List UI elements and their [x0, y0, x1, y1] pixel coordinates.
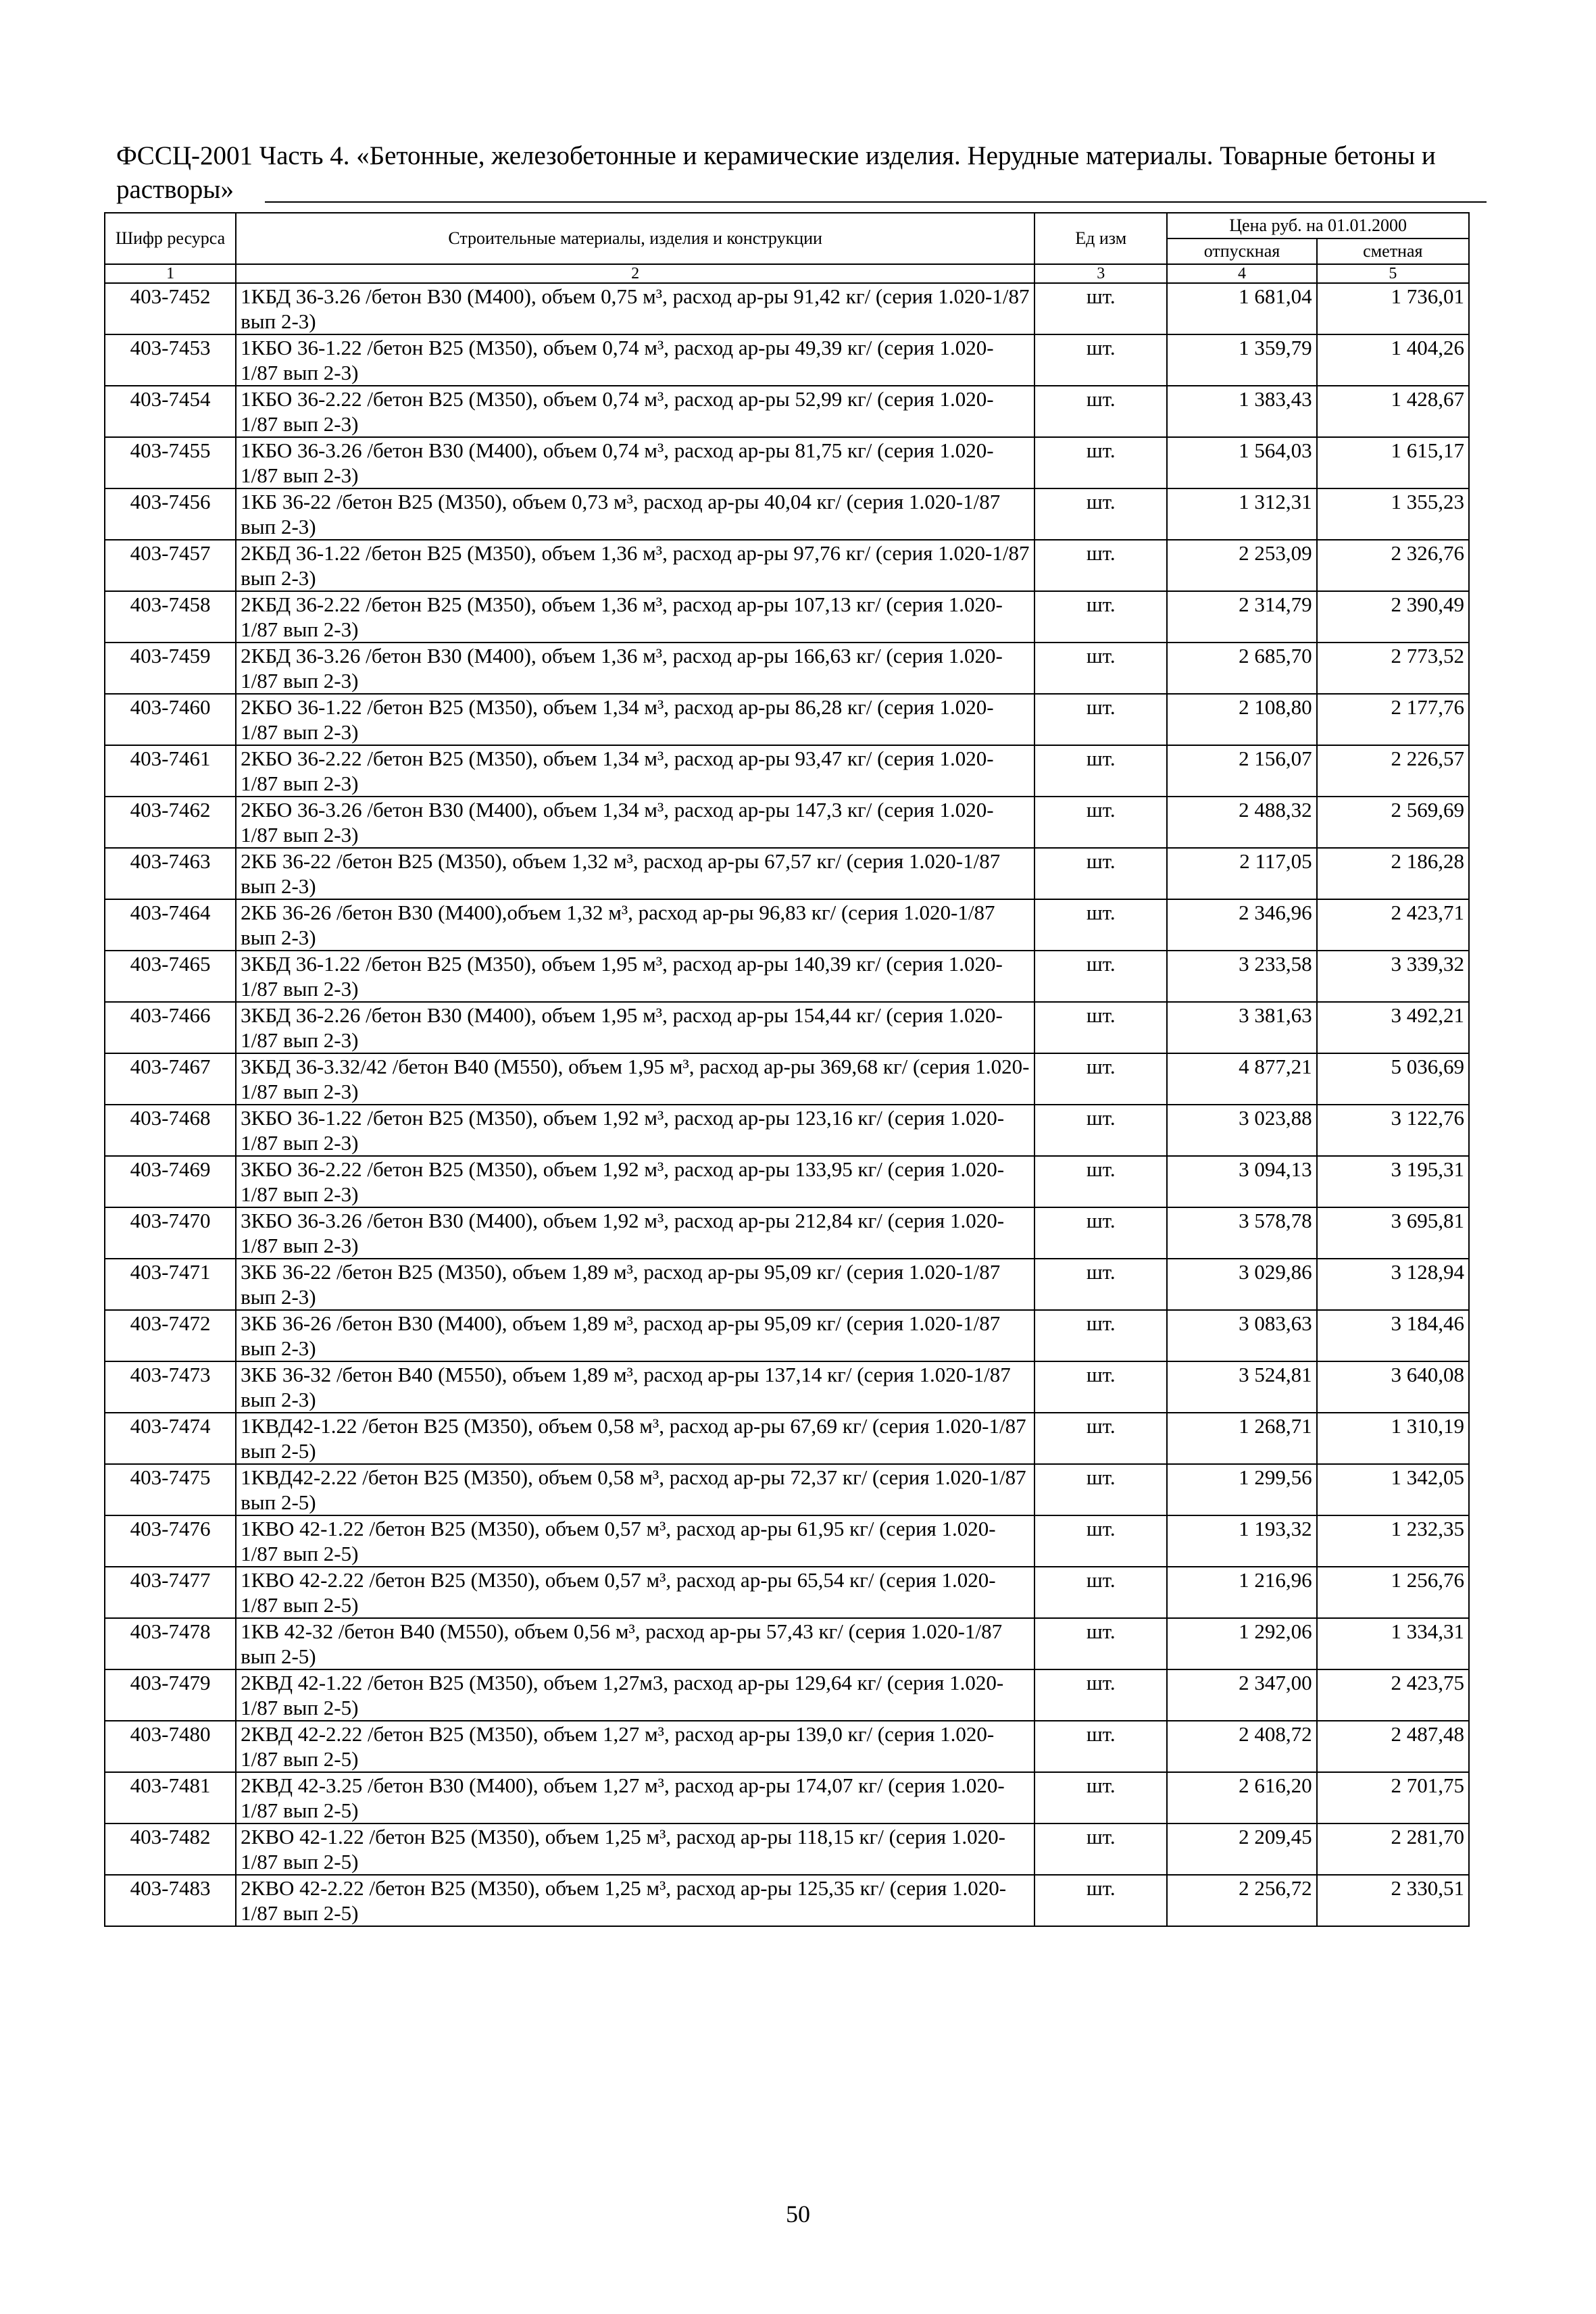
unit-cell: шт. — [1034, 1259, 1167, 1310]
estimate-price-cell: 3 184,46 — [1317, 1310, 1469, 1361]
material-name-cell: 3КБД 36-3.32/42 /бетон В40 (М550), объем 1,95 м³, расход ар-ры 369,68 кг/ (серия 1.020-1/87 вып 2-3) — [236, 1053, 1034, 1105]
table-row — [105, 1361, 1469, 1413]
unit-cell: шт. — [1034, 488, 1167, 540]
unit-cell: шт. — [1034, 848, 1167, 899]
resource-code-cell: 403-7469 — [105, 1156, 236, 1207]
material-name-cell: 1КВД42-2.22 /бетон В25 (М350), объем 0,58 м³, расход ар-ры 72,37 кг/ (серия 1.020-1/87 вып 2-5) — [236, 1464, 1034, 1515]
material-name-cell: 3КБ 36-32 /бетон В40 (М550), объем 1,89 м³, расход ар-ры 137,14 кг/ (серия 1.020-1/87 вып 2-3) — [236, 1361, 1034, 1413]
material-name-cell: 3КБ 36-22 /бетон В25 (М350), объем 1,89 м³, расход ар-ры 95,09 кг/ (серия 1.020-1/87 вып 2-3) — [236, 1259, 1034, 1310]
release-price-cell: 2 685,70 — [1167, 643, 1316, 694]
unit-cell: шт. — [1034, 591, 1167, 643]
release-price-cell: 3 023,88 — [1167, 1105, 1316, 1156]
material-name-cell: 1КВ 42-32 /бетон В40 (М550), объем 0,56 м³, расход ар-ры 57,43 кг/ (серия 1.020-1/87 вып 2-5) — [236, 1618, 1034, 1669]
page-number: 50 — [786, 2200, 810, 2228]
table-row — [105, 1669, 1469, 1721]
release-price-cell: 1 193,32 — [1167, 1515, 1316, 1567]
table-row — [105, 643, 1469, 694]
estimate-price-cell: 1 615,17 — [1317, 437, 1469, 488]
table-row — [105, 951, 1469, 1002]
unit-cell: шт. — [1034, 951, 1167, 1002]
unit-cell: шт. — [1034, 1875, 1167, 1926]
table-row — [105, 283, 1469, 334]
material-name-cell: 1КБО 36-3.26 /бетон В30 (М400), объем 0,74 м³, расход ар-ры 81,75 кг/ (серия 1.020-1/87 вып 2-3) — [236, 437, 1034, 488]
material-name-cell: 1КБ 36-22 /бетон В25 (М350), объем 0,73 м³, расход ар-ры 40,04 кг/ (серия 1.020-1/87 вып 2-3) — [236, 488, 1034, 540]
estimate-price-cell: 1 736,01 — [1317, 283, 1469, 334]
material-name-cell: 2КБД 36-1.22 /бетон В25 (М350), объем 1,36 м³, расход ар-ры 97,76 кг/ (серия 1.020-1/87 вып 2-3) — [236, 540, 1034, 591]
release-price-cell: 2 346,96 — [1167, 899, 1316, 951]
resource-code-cell: 403-7464 — [105, 899, 236, 951]
release-price-cell: 2 616,20 — [1167, 1772, 1316, 1823]
unit-cell: шт. — [1034, 1361, 1167, 1413]
release-price-cell: 1 359,79 — [1167, 334, 1316, 386]
resource-code-cell: 403-7483 — [105, 1875, 236, 1926]
resource-code-cell: 403-7475 — [105, 1464, 236, 1515]
table-body — [105, 283, 1469, 1926]
estimate-price-cell: 2 701,75 — [1317, 1772, 1469, 1823]
unit-cell: шт. — [1034, 386, 1167, 437]
unit-cell: шт. — [1034, 1002, 1167, 1053]
release-price-cell: 3 029,86 — [1167, 1259, 1316, 1310]
unit-cell: шт. — [1034, 437, 1167, 488]
material-name-cell: 1КВО 42-1.22 /бетон В25 (М350), объем 0,57 м³, расход ар-ры 61,95 кг/ (серия 1.020-1/87 вып 2-5) — [236, 1515, 1034, 1567]
release-price-cell: 2 256,72 — [1167, 1875, 1316, 1926]
resource-code-cell: 403-7474 — [105, 1413, 236, 1464]
estimate-price-cell: 2 569,69 — [1317, 797, 1469, 848]
release-price-cell: 3 381,63 — [1167, 1002, 1316, 1053]
release-price-cell: 4 877,21 — [1167, 1053, 1316, 1105]
material-name-cell: 2КВД 42-3.25 /бетон В30 (М400), объем 1,27 м³, расход ар-ры 174,07 кг/ (серия 1.020-1/87 вып 2-5) — [236, 1772, 1034, 1823]
table-row — [105, 1105, 1469, 1156]
resource-code-cell: 403-7477 — [105, 1567, 236, 1618]
estimate-price-cell: 1 342,05 — [1317, 1464, 1469, 1515]
table-row — [105, 386, 1469, 437]
release-price-cell: 1 216,96 — [1167, 1567, 1316, 1618]
release-price-cell: 2 347,00 — [1167, 1669, 1316, 1721]
material-name-cell: 3КБО 36-1.22 /бетон В25 (М350), объем 1,92 м³, расход ар-ры 123,16 кг/ (серия 1.020-1/87 вып 2-3) — [236, 1105, 1034, 1156]
material-name-cell: 1КВО 42-2.22 /бетон В25 (М350), объем 0,57 м³, расход ар-ры 65,54 кг/ (серия 1.020-1/87 вып 2-5) — [236, 1567, 1034, 1618]
table-row — [105, 1207, 1469, 1259]
unit-cell: шт. — [1034, 694, 1167, 745]
release-price-cell: 2 408,72 — [1167, 1721, 1316, 1772]
resource-code-cell: 403-7472 — [105, 1310, 236, 1361]
release-price-cell: 3 233,58 — [1167, 951, 1316, 1002]
table-row — [105, 1464, 1469, 1515]
unit-cell: шт. — [1034, 540, 1167, 591]
estimate-price-cell: 1 334,31 — [1317, 1618, 1469, 1669]
column-number: 3 — [1034, 264, 1167, 283]
release-price-cell: 3 524,81 — [1167, 1361, 1316, 1413]
column-header-name: Строительные материалы, изделия и конструкции — [236, 213, 1034, 264]
table-row — [105, 745, 1469, 797]
release-price-cell: 2 314,79 — [1167, 591, 1316, 643]
release-price-cell: 2 108,80 — [1167, 694, 1316, 745]
estimate-price-cell: 1 232,35 — [1317, 1515, 1469, 1567]
estimate-price-cell: 2 423,71 — [1317, 899, 1469, 951]
material-name-cell: 1КВД42-1.22 /бетон В25 (М350), объем 0,58 м³, расход ар-ры 67,69 кг/ (серия 1.020-1/87 вып 2-5) — [236, 1413, 1034, 1464]
estimate-price-cell: 3 695,81 — [1317, 1207, 1469, 1259]
estimate-price-cell: 2 326,76 — [1317, 540, 1469, 591]
table-row — [105, 591, 1469, 643]
material-name-cell: 2КВД 42-2.22 /бетон В25 (М350), объем 1,27 м³, расход ар-ры 139,0 кг/ (серия 1.020-1/87 вып 2-5) — [236, 1721, 1034, 1772]
release-price-cell: 1 268,71 — [1167, 1413, 1316, 1464]
estimate-price-cell: 3 195,31 — [1317, 1156, 1469, 1207]
resource-code-cell: 403-7460 — [105, 694, 236, 745]
resource-code-cell: 403-7456 — [105, 488, 236, 540]
price-table — [104, 212, 1470, 1927]
column-header-price-group: Цена руб. на 01.01.2000 — [1167, 213, 1469, 238]
resource-code-cell: 403-7473 — [105, 1361, 236, 1413]
unit-cell: шт. — [1034, 1310, 1167, 1361]
resource-code-cell: 403-7458 — [105, 591, 236, 643]
release-price-cell: 1 383,43 — [1167, 386, 1316, 437]
unit-cell: шт. — [1034, 797, 1167, 848]
unit-cell: шт. — [1034, 1618, 1167, 1669]
estimate-price-cell: 1 355,23 — [1317, 488, 1469, 540]
material-name-cell: 1КБО 36-1.22 /бетон В25 (М350), объем 0,74 м³, расход ар-ры 49,39 кг/ (серия 1.020-1/87 вып 2-3) — [236, 334, 1034, 386]
material-name-cell: 2КБД 36-3.26 /бетон В30 (М400), объем 1,36 м³, расход ар-ры 166,63 кг/ (серия 1.020-1/87 вып 2-3) — [236, 643, 1034, 694]
column-header-unit: Ед изм — [1034, 213, 1167, 264]
table-row — [105, 1618, 1469, 1669]
estimate-price-cell: 2 226,57 — [1317, 745, 1469, 797]
release-price-cell: 1 681,04 — [1167, 283, 1316, 334]
material-name-cell: 2КБ 36-26 /бетон В30 (М400),объем 1,32 м³, расход ар-ры 96,83 кг/ (серия 1.020-1/87 вып 2-3) — [236, 899, 1034, 951]
material-name-cell: 3КБ 36-26 /бетон В30 (М400), объем 1,89 м³, расход ар-ры 95,09 кг/ (серия 1.020-1/87 вып 2-3) — [236, 1310, 1034, 1361]
column-number: 5 — [1317, 264, 1469, 283]
unit-cell: шт. — [1034, 1464, 1167, 1515]
table-row — [105, 1721, 1469, 1772]
estimate-price-cell: 2 773,52 — [1317, 643, 1469, 694]
estimate-price-cell: 2 281,70 — [1317, 1823, 1469, 1875]
table-row — [105, 540, 1469, 591]
release-price-cell: 3 083,63 — [1167, 1310, 1316, 1361]
table-row — [105, 1823, 1469, 1875]
material-name-cell: 2КБД 36-2.22 /бетон В25 (М350), объем 1,36 м³, расход ар-ры 107,13 кг/ (серия 1.020-1/87 вып 2-3) — [236, 591, 1034, 643]
release-price-cell: 2 488,32 — [1167, 797, 1316, 848]
release-price-cell: 3 094,13 — [1167, 1156, 1316, 1207]
release-price-cell: 2 117,05 — [1167, 848, 1316, 899]
unit-cell: шт. — [1034, 1105, 1167, 1156]
unit-cell: шт. — [1034, 1567, 1167, 1618]
release-price-cell: 1 299,56 — [1167, 1464, 1316, 1515]
resource-code-cell: 403-7476 — [105, 1515, 236, 1567]
material-name-cell: 2КБ 36-22 /бетон В25 (М350), объем 1,32 м³, расход ар-ры 67,57 кг/ (серия 1.020-1/87 вып 2-3) — [236, 848, 1034, 899]
resource-code-cell: 403-7461 — [105, 745, 236, 797]
table-row — [105, 437, 1469, 488]
estimate-price-cell: 1 428,67 — [1317, 386, 1469, 437]
column-number: 2 — [236, 264, 1034, 283]
table-row — [105, 1875, 1469, 1926]
column-number: 4 — [1167, 264, 1316, 283]
resource-code-cell: 403-7459 — [105, 643, 236, 694]
table-row — [105, 334, 1469, 386]
resource-code-cell: 403-7463 — [105, 848, 236, 899]
resource-code-cell: 403-7468 — [105, 1105, 236, 1156]
unit-cell: шт. — [1034, 1156, 1167, 1207]
resource-code-cell: 403-7480 — [105, 1721, 236, 1772]
header-rule — [265, 201, 1487, 203]
page-title: ФССЦ-2001 Часть 4. «Бетонные, железобетонные и керамические изделия. Нерудные материалы. Товарные бетоны и растворы» — [116, 141, 1436, 204]
column-header-price-estimate: сметная — [1317, 238, 1469, 264]
table-row — [105, 1002, 1469, 1053]
material-name-cell: 3КБО 36-3.26 /бетон В30 (М400), объем 1,92 м³, расход ар-ры 212,84 кг/ (серия 1.020-1/87 вып 2-3) — [236, 1207, 1034, 1259]
release-price-cell: 3 578,78 — [1167, 1207, 1316, 1259]
unit-cell: шт. — [1034, 1515, 1167, 1567]
release-price-cell: 1 564,03 — [1167, 437, 1316, 488]
release-price-cell: 2 209,45 — [1167, 1823, 1316, 1875]
unit-cell: шт. — [1034, 1721, 1167, 1772]
estimate-price-cell: 2 390,49 — [1317, 591, 1469, 643]
estimate-price-cell: 2 423,75 — [1317, 1669, 1469, 1721]
resource-code-cell: 403-7453 — [105, 334, 236, 386]
unit-cell: шт. — [1034, 1772, 1167, 1823]
estimate-price-cell: 3 128,94 — [1317, 1259, 1469, 1310]
resource-code-cell: 403-7457 — [105, 540, 236, 591]
estimate-price-cell: 2 177,76 — [1317, 694, 1469, 745]
material-name-cell: 2КБО 36-2.22 /бетон В25 (М350), объем 1,34 м³, расход ар-ры 93,47 кг/ (серия 1.020-1/87 вып 2-3) — [236, 745, 1034, 797]
resource-code-cell: 403-7452 — [105, 283, 236, 334]
resource-code-cell: 403-7462 — [105, 797, 236, 848]
resource-code-cell: 403-7471 — [105, 1259, 236, 1310]
estimate-price-cell: 3 122,76 — [1317, 1105, 1469, 1156]
release-price-cell: 2 253,09 — [1167, 540, 1316, 591]
resource-code-cell: 403-7465 — [105, 951, 236, 1002]
column-header-code: Шифр ресурса — [105, 213, 236, 264]
release-price-cell: 2 156,07 — [1167, 745, 1316, 797]
table-row — [105, 694, 1469, 745]
resource-code-cell: 403-7467 — [105, 1053, 236, 1105]
resource-code-cell: 403-7470 — [105, 1207, 236, 1259]
unit-cell: шт. — [1034, 1823, 1167, 1875]
material-name-cell: 2КВД 42-1.22 /бетон В25 (М350), объем 1,27м3, расход ар-ры 129,64 кг/ (серия 1.020-1/87 вып 2-5) — [236, 1669, 1034, 1721]
unit-cell: шт. — [1034, 1207, 1167, 1259]
table-row — [105, 1156, 1469, 1207]
table-row — [105, 1772, 1469, 1823]
material-name-cell: 2КБО 36-1.22 /бетон В25 (М350), объем 1,34 м³, расход ар-ры 86,28 кг/ (серия 1.020-1/87 вып 2-3) — [236, 694, 1034, 745]
resource-code-cell: 403-7455 — [105, 437, 236, 488]
material-name-cell: 2КВО 42-2.22 /бетон В25 (М350), объем 1,25 м³, расход ар-ры 125,35 кг/ (серия 1.020-1/87 вып 2-5) — [236, 1875, 1034, 1926]
release-price-cell: 1 312,31 — [1167, 488, 1316, 540]
table-row — [105, 1259, 1469, 1310]
estimate-price-cell: 1 310,19 — [1317, 1413, 1469, 1464]
estimate-price-cell: 1 256,76 — [1317, 1567, 1469, 1618]
unit-cell: шт. — [1034, 899, 1167, 951]
table-row — [105, 899, 1469, 951]
unit-cell: шт. — [1034, 1669, 1167, 1721]
material-name-cell: 1КБО 36-2.22 /бетон В25 (М350), объем 0,74 м³, расход ар-ры 52,99 кг/ (серия 1.020-1/87 вып 2-3) — [236, 386, 1034, 437]
unit-cell: шт. — [1034, 1053, 1167, 1105]
unit-cell: шт. — [1034, 643, 1167, 694]
estimate-price-cell: 2 487,48 — [1317, 1721, 1469, 1772]
table-row — [105, 1567, 1469, 1618]
material-name-cell: 3КБД 36-1.22 /бетон В25 (М350), объем 1,95 м³, расход ар-ры 140,39 кг/ (серия 1.020-1/87 вып 2-3) — [236, 951, 1034, 1002]
material-name-cell: 1КБД 36-3.26 /бетон В30 (М400), объем 0,75 м³, расход ар-ры 91,42 кг/ (серия 1.020-1/87 вып 2-3) — [236, 283, 1034, 334]
unit-cell: шт. — [1034, 283, 1167, 334]
resource-code-cell: 403-7481 — [105, 1772, 236, 1823]
material-name-cell: 2КВО 42-1.22 /бетон В25 (М350), объем 1,25 м³, расход ар-ры 118,15 кг/ (серия 1.020-1/87 вып 2-5) — [236, 1823, 1034, 1875]
material-name-cell: 3КБД 36-2.26 /бетон В30 (М400), объем 1,95 м³, расход ар-ры 154,44 кг/ (серия 1.020-1/87 вып 2-3) — [236, 1002, 1034, 1053]
table-row — [105, 1053, 1469, 1105]
resource-code-cell: 403-7454 — [105, 386, 236, 437]
resource-code-cell: 403-7478 — [105, 1618, 236, 1669]
estimate-price-cell: 5 036,69 — [1317, 1053, 1469, 1105]
unit-cell: шт. — [1034, 1413, 1167, 1464]
table-row — [105, 1310, 1469, 1361]
column-number: 1 — [105, 264, 236, 283]
estimate-price-cell: 1 404,26 — [1317, 334, 1469, 386]
material-name-cell: 3КБО 36-2.22 /бетон В25 (М350), объем 1,92 м³, расход ар-ры 133,95 кг/ (серия 1.020-1/87 вып 2-3) — [236, 1156, 1034, 1207]
unit-cell: шт. — [1034, 334, 1167, 386]
estimate-price-cell: 3 492,21 — [1317, 1002, 1469, 1053]
material-name-cell: 2КБО 36-3.26 /бетон В30 (М400), объем 1,34 м³, расход ар-ры 147,3 кг/ (серия 1.020-1/87 вып 2-3) — [236, 797, 1034, 848]
table-row — [105, 1515, 1469, 1567]
estimate-price-cell: 3 640,08 — [1317, 1361, 1469, 1413]
resource-code-cell: 403-7466 — [105, 1002, 236, 1053]
column-header-price-release: отпускная — [1167, 238, 1316, 264]
release-price-cell: 1 292,06 — [1167, 1618, 1316, 1669]
table-row — [105, 797, 1469, 848]
table-row — [105, 488, 1469, 540]
resource-code-cell: 403-7479 — [105, 1669, 236, 1721]
table-row — [105, 1413, 1469, 1464]
estimate-price-cell: 3 339,32 — [1317, 951, 1469, 1002]
table-row — [105, 848, 1469, 899]
unit-cell: шт. — [1034, 745, 1167, 797]
estimate-price-cell: 2 330,51 — [1317, 1875, 1469, 1926]
resource-code-cell: 403-7482 — [105, 1823, 236, 1875]
estimate-price-cell: 2 186,28 — [1317, 848, 1469, 899]
